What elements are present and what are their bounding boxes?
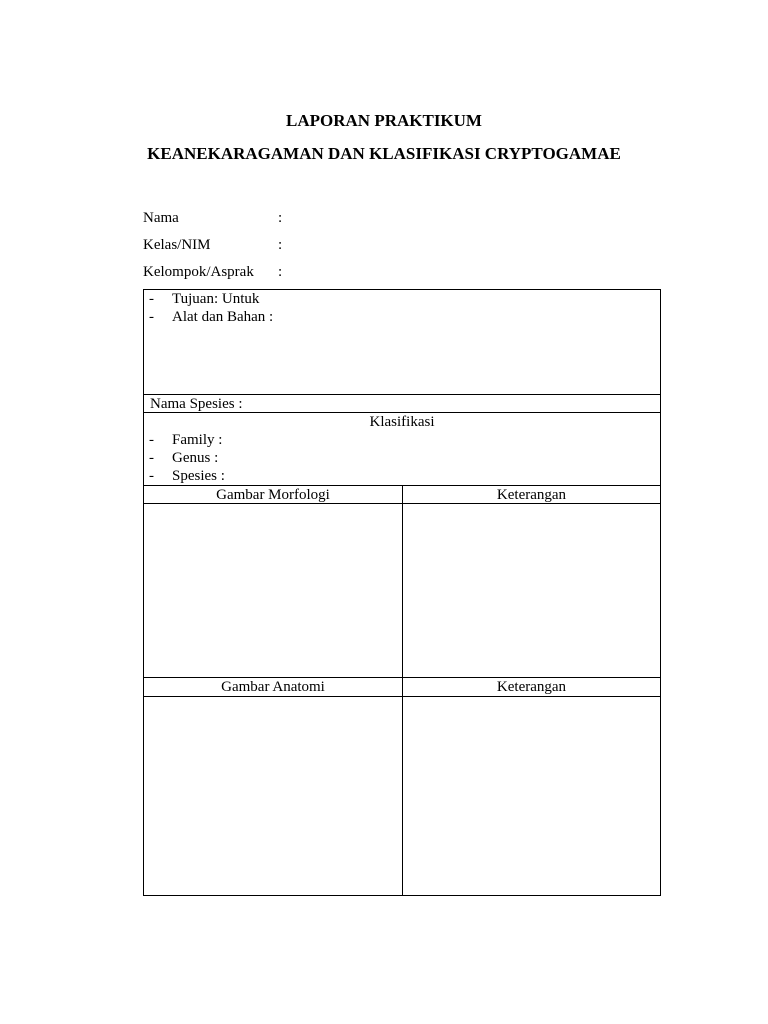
morphology-notes-cell bbox=[403, 504, 660, 677]
anatomy-image-cell bbox=[144, 697, 402, 895]
column-divider bbox=[402, 485, 403, 895]
document-title: LAPORAN PRAKTIKUM bbox=[286, 111, 482, 130]
purpose-item-label: Tujuan: Untuk bbox=[172, 291, 260, 307]
bullet-dash: - bbox=[149, 432, 154, 448]
bullet-dash: - bbox=[149, 468, 154, 484]
anatomy-notes-header: Keterangan bbox=[496, 679, 567, 695]
field-label-kelompok-asprak: Kelompok/Asprak bbox=[143, 264, 254, 280]
classification-item-family bbox=[149, 431, 222, 449]
purpose-item-tujuan bbox=[149, 290, 259, 308]
classification-item-label: Family : bbox=[172, 432, 223, 448]
classification-item-spesies bbox=[149, 467, 225, 485]
field-kelompok-asprak bbox=[143, 263, 282, 281]
classification-heading: Klasifikasi bbox=[369, 414, 435, 430]
report-form-table bbox=[143, 289, 661, 896]
field-separator: : bbox=[278, 210, 283, 226]
field-label-nama: Nama bbox=[143, 210, 179, 226]
classification-item-label: Genus : bbox=[172, 450, 219, 466]
morphology-image-header: Gambar Morfologi bbox=[216, 487, 330, 503]
anatomy-notes-cell bbox=[403, 697, 660, 895]
field-nama bbox=[143, 209, 282, 227]
anatomy-image-header: Gambar Anatomi bbox=[221, 679, 325, 695]
field-label-kelas-nim: Kelas/NIM bbox=[143, 237, 211, 253]
bullet-dash: - bbox=[149, 450, 154, 466]
species-name-label: Nama Spesies : bbox=[150, 396, 243, 412]
bullet-dash: - bbox=[149, 309, 154, 325]
bullet-dash: - bbox=[149, 291, 154, 307]
purpose-item-label: Alat dan Bahan : bbox=[172, 309, 274, 325]
classification-item-genus bbox=[149, 449, 218, 467]
classification-item-label: Spesies : bbox=[172, 468, 225, 484]
field-separator: : bbox=[278, 237, 283, 253]
field-separator: : bbox=[278, 264, 283, 280]
morphology-notes-header: Keterangan bbox=[496, 487, 567, 503]
morphology-image-cell bbox=[144, 504, 402, 677]
purpose-item-alat-bahan bbox=[149, 308, 273, 326]
document-subtitle: KEANEKARAGAMAN DAN KLASIFIKASI CRYPTOGAMAE bbox=[147, 144, 621, 163]
field-kelas-nim bbox=[143, 236, 282, 254]
